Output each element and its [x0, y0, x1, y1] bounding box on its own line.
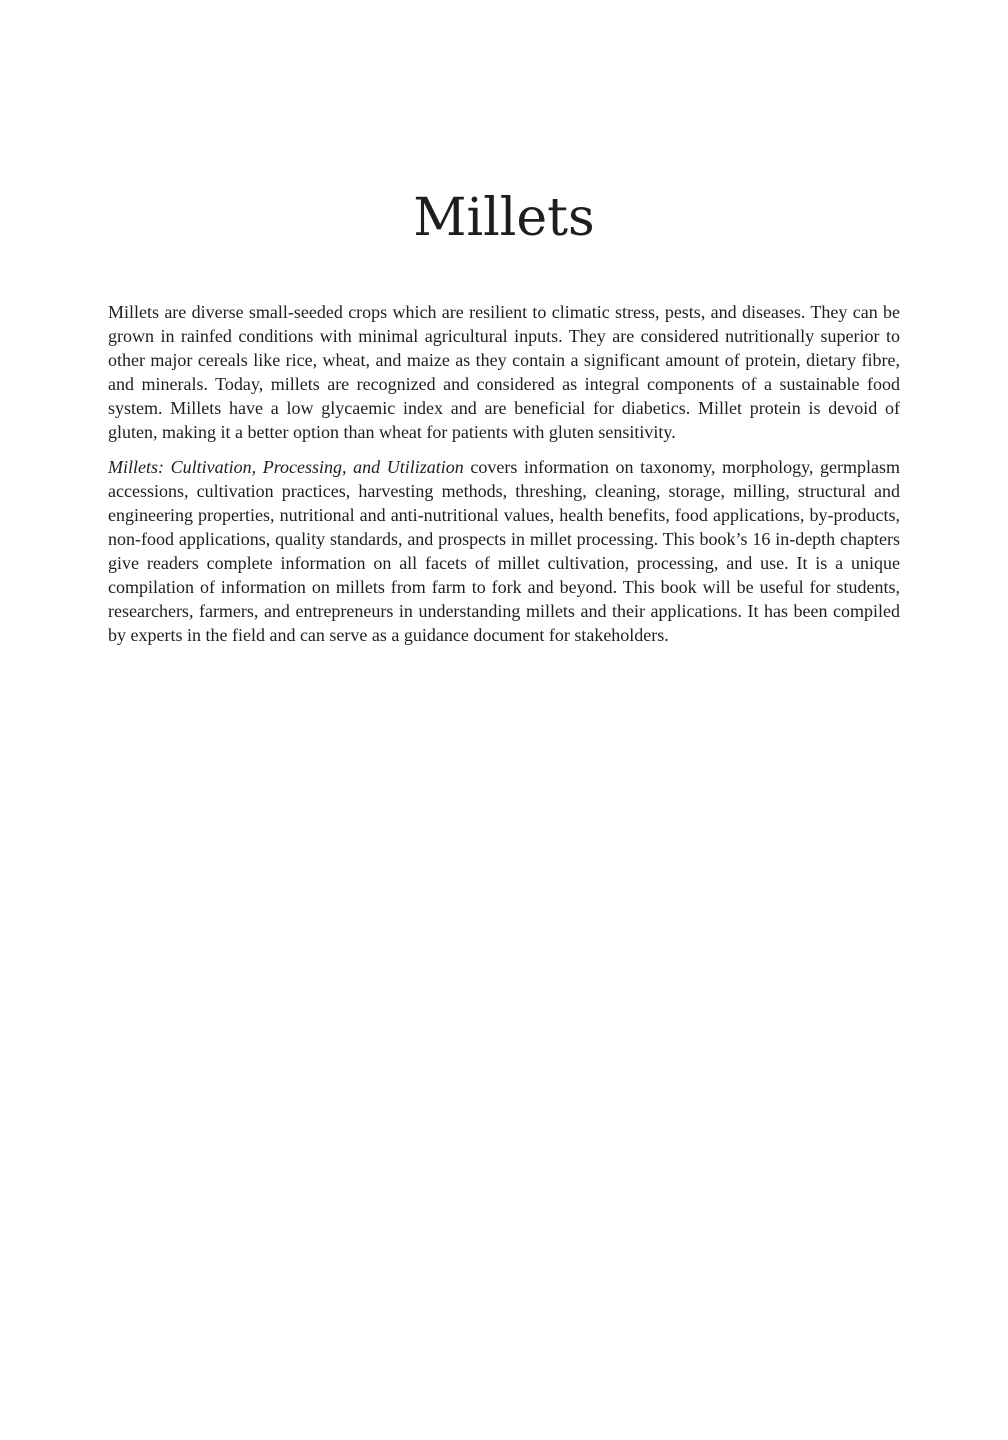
description-body — [108, 300, 900, 658]
book-title-italic: Millets: Cultivation, Processing, and Utilization — [108, 457, 464, 477]
description-paragraph-2-text: covers information on taxonomy, morphology, germplasm accessions, cultivation practices, harvesting methods, threshing, cleaning, storage, milling, structural and engineering properties, nutritional and anti-nutritional values, health benefits, food applications, by-products, non-food applications, quality standards, and prospects in millet processing. This book’s 16 in-depth chapters give readers complete information on all facets of millet cultivation, processing, and use. It is a unique compilation of information on millets from farm to fork and beyond. This book will be useful for students, researchers, farmers, and entrepreneurs in understanding millets and their applications. It has been compiled by experts in the field and can serve as a guidance document for stakeholders. — [108, 457, 900, 645]
description-paragraph-1: Millets are diverse small-seeded crops which are resilient to climatic stress, pests, and diseases. They can be grown in rainfed conditions with minimal agricultural inputs. They are considered nutritionally superior to other major cereals like rice, wheat, and maize as they contain a significant amount of protein, dietary fibre, and minerals. Today, millets are recognized and considered as integral components of a sustainable food system. Millets have a low glycaemic index and are beneficial for diabetics. Millet protein is devoid of gluten, making it a better option than wheat for patients with gluten sensitivity. — [108, 302, 900, 442]
description-paragraph-2 — [108, 455, 900, 647]
page-title: Millets — [413, 188, 595, 248]
